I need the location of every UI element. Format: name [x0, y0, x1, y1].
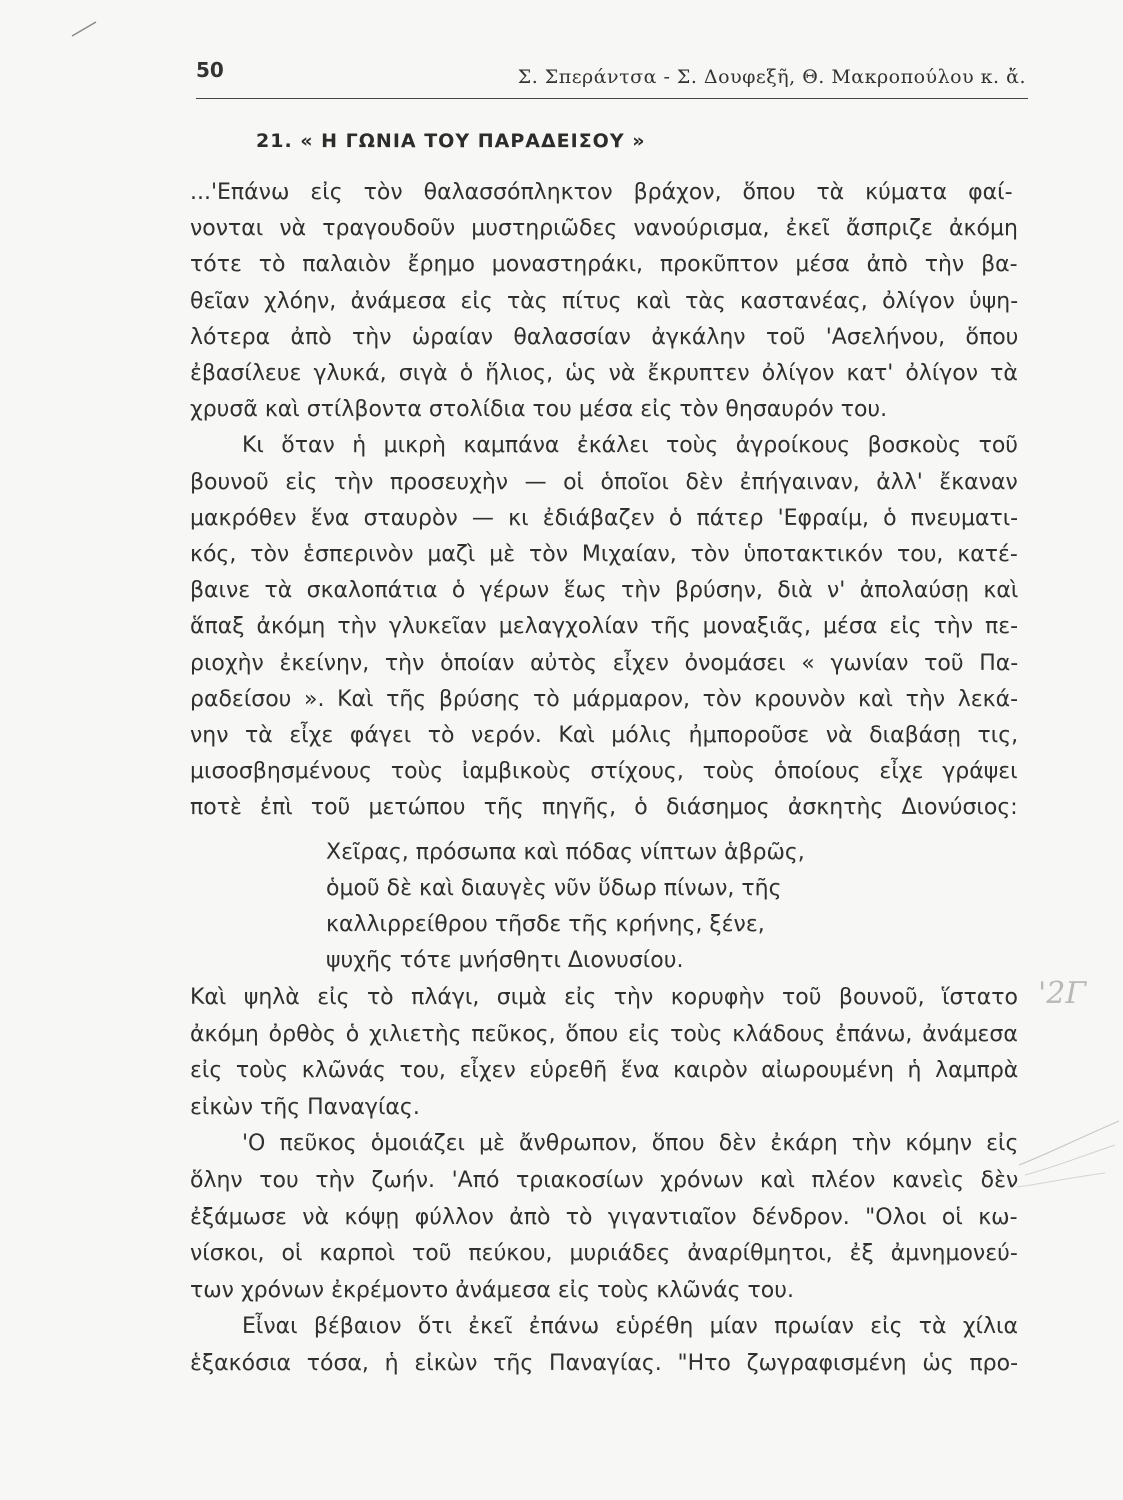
body-top-line: μακρόθεν ἕνα σταυρὸν — κι ἐδιάβαζεν ὁ πάτερ 'Εφραίμ, ὁ πνευματι- [190, 505, 1019, 531]
body-bottom-line: ἐξάμωσε νὰ κόψῃ φύλλον ἀπὸ τὸ γιγαντιαῖον δένδρον. "Ολοι οἱ κω- [190, 1204, 1018, 1230]
body-top-line: ποτὲ ἐπὶ τοῦ μετώπου τῆς πηγῆς, ὁ διάσημος ἀσκητὴς Διονύσιος: [190, 795, 1018, 821]
body-top-line: νην τὰ εἶχε φάγει τὸ νερόν. Καὶ μόλις ἠμποροῦσε νὰ διαβάσῃ τις, [190, 723, 1019, 748]
body-top-line: Κι ὅταν ἡ μικρὴ καμπάνα ἐκάλει τοὺς ἀγροίκους βοσκοὺς τοῦ [242, 433, 1019, 459]
body-top-line: χρυσᾶ καὶ στίλβοντα στολίδια του μέσα εἰς τὸν θησαυρόν του. [190, 397, 888, 423]
body-bottom-line: των χρόνων ἐκρέμοντο ἀνάμεσα εἰς τοὺς κλῶνάς του. [190, 1277, 794, 1303]
body-top-line: λότερα ἀπὸ τὴν ὡραίαν θαλασσίαν ἀγκάλην τοῦ 'Ασελήνου, ὅπου [190, 324, 1019, 350]
body-bottom-line: νίσκοι, οἱ καρποὶ τοῦ πεύκου, μυριάδες ἀναρίθμητοι, ἐξ ἀμνημονεύ- [190, 1241, 1018, 1267]
body-bottom-line: ἑξακόσια τόσα, ἡ εἰκὼν τῆς Παναγίας. "Ητο ζωγραφισμένη ὡς προ- [190, 1351, 1019, 1376]
corner-scratch-mark [70, 18, 100, 40]
body-top-line: ριοχὴν ἐκείνην, τὴν ὁποίαν αὐτὸς εἶχεν ὀνομάσει « γωνίαν τοῦ Πα- [190, 650, 1019, 676]
body-top-line: κός, τὸν ἑσπερινὸν μαζὶ μὲ τὸν Μιχαίαν, τὸν ὑποτακτικόν του, κατέ- [190, 542, 1018, 567]
body-top-line: ραδείσου ». Καὶ τῆς βρύσης τὸ μάρμαρον, τὸν κρουνὸν καὶ τὴν λεκά- [190, 686, 1019, 712]
poem-line: ψυχῆς τότε μνήσθητι Διονυσίου. [326, 948, 684, 973]
margin-pencil-strokes [1015, 1115, 1123, 1195]
body-bottom-line: ἀκόμη ὀρθὸς ὁ χιλιετὴς πεῦκος, ὅπου εἰς τοὺς κλάδους ἐπάνω, ἀνάμεσα [190, 1021, 1018, 1047]
body-bottom-line: 'Ο πεῦκος ὁμοιάζει μὲ ἄνθρωπον, ὅπου δὲν ἐκάρη τὴν κόμην εἰς [242, 1131, 1019, 1157]
poem-line: καλλιρρείθρου τῆσδε τῆς κρήνης, ξένε, [326, 912, 765, 937]
body-top-line: βουνοῦ εἰς τὴν προσευχὴν — οἱ ὁποῖοι δὲν ἐπήγαιναν, ἀλλ' ἔκαναν [190, 469, 1018, 495]
body-bottom-line: Καὶ ψηλὰ εἰς τὸ πλάγι, σιμὰ εἰς τὴν κορυφὴν τοῦ βουνοῦ, ἵστατο [190, 985, 1018, 1010]
poem-line: Χεῖρας, πρόσωπα καὶ πόδας νίπτων ἁβρῶς, [326, 840, 805, 865]
body-bottom-line: ὅλην του τὴν ζωήν. 'Από τριακοσίων χρόνων καὶ πλέον κανεὶς δὲν [190, 1168, 1019, 1193]
body-top-line: θεῖαν χλόην, ἀνάμεσα εἰς τὰς πίτυς καὶ τὰς καστανέας, ὀλίγον ὑψη- [190, 288, 1019, 314]
body-top-line: τότε τὸ παλαιὸν ἔρημο μοναστηράκι, προκῦπτον μέσα ἀπὸ τὴν βα- [190, 252, 1018, 278]
running-head-authors: Σ. Σπεράντσα - Σ. Δουφεξῆ, Θ. Μακροπούλου κ. ἄ. [517, 66, 1026, 88]
body-bottom-line: εἰς τοὺς κλῶνάς του, εἶχεν εὑρεθῆ ἕνα καιρὸν αἰωρουμένη ἡ λαμπρὰ [190, 1058, 1019, 1084]
body-top-line: ἅπαξ ἀκόμη τὴν γλυκεῖαν μελαγχολίαν τῆς μοναξιᾶς, μέσα εἰς τὴν πε- [190, 614, 1019, 640]
body-bottom-line: εἰκὼν τῆς Παναγίας. [190, 1094, 420, 1120]
page-number: 50 [196, 58, 224, 82]
body-top-line: βαινε τὰ σκαλοπάτια ὁ γέρων ἕως τὴν βρύσην, διὰ ν' ἀπολαύσῃ καὶ [190, 578, 1019, 604]
poem-line: ὁμοῦ δὲ καὶ διαυγὲς νῦν ὕδωρ πίνων, τῆς [326, 876, 782, 901]
body-bottom-line: Εἶναι βέβαιον ὅτι ἐκεῖ ἐπάνω εὑρέθη μίαν πρωίαν εἰς τὰ χίλια [242, 1314, 1018, 1340]
page-header [196, 58, 1028, 99]
body-top-line: ...'Επάνω εἰς τὸν θαλασσόπληκτον βράχον, ὅπου τὰ κύματα φαί- [190, 180, 1013, 205]
chapter-title: 21. « Η ΓΩΝΙΑ ΤΟΥ ΠΑΡΑΔΕΙΣΟΥ » [256, 130, 646, 152]
body-top-line: νονται νὰ τραγουδοῦν μυστηριῶδες νανούρισμα, ἐκεῖ ἄσπριζε ἀκόμη [190, 216, 1018, 242]
body-top-line: μισοσβησμένους τοὺς ἰαμβικοὺς στίχους, τοὺς ὁποίους εἶχε γράψει [190, 759, 1018, 785]
handwritten-margin-note: '2Γ [1038, 976, 1087, 1011]
body-top-line: ἐβασίλευε γλυκά, σιγὰ ὁ ἥλιος, ὡς νὰ ἔκρυπτεν ὀλίγον κατ' ὀλίγον τὰ [190, 361, 1018, 386]
